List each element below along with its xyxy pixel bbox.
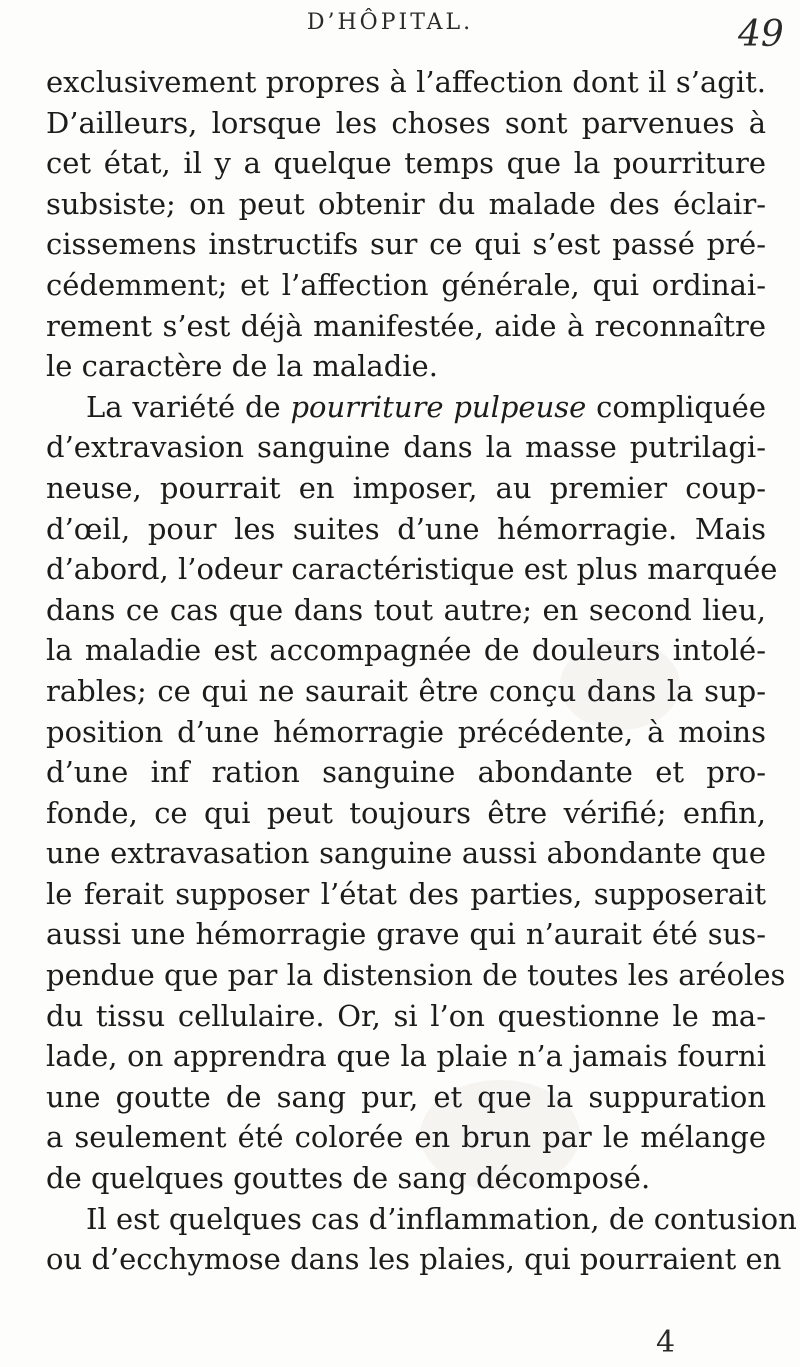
text-line: pendue que par la distension de toutes les aréoles xyxy=(46,958,786,993)
text-line: la maladie est accompagnée de douleurs intolé- xyxy=(46,633,766,668)
text-line: une goutte de sang pur, et que la suppuration xyxy=(46,1079,766,1114)
text-line: a seulement été colorée en brun par le mélange xyxy=(46,1120,766,1155)
text-line: ou d’ecchymose dans les plaies, qui pourraient en xyxy=(46,1242,782,1277)
text-line: une extravasation sanguine aussi abondante que xyxy=(46,836,766,871)
running-head: D’HÔPITAL. xyxy=(306,10,474,35)
text-line: du tissu cellulaire. Or, si l’on questionne le ma- xyxy=(46,998,766,1033)
text-line: La variété de pourriture pulpeuse compliquée xyxy=(86,389,766,424)
text-line: cissemens instructifs sur ce qui s’est passé pré- xyxy=(46,227,766,262)
text-line: d’une inf ration sanguine abondante et pro- xyxy=(46,755,766,790)
text-line: de quelques gouttes de sang décomposé. xyxy=(46,1161,651,1196)
text-line: neuse, pourrait en imposer, au premier coup- xyxy=(46,470,766,505)
text-line: Il est quelques cas d’inflammation, de contusion xyxy=(86,1201,797,1236)
text-line: d’abord, l’odeur caractéristique est plus marquée xyxy=(46,552,778,587)
text-line: d’extravasion sanguine dans la masse putrilagi- xyxy=(46,430,766,465)
text-line: D’ailleurs, lorsque les choses sont parvenues à xyxy=(46,105,766,140)
text-line: fonde, ce qui peut toujours être vérifié; enfin, xyxy=(46,795,766,830)
text-line: cédemment; et l’affection générale, qui ordinai- xyxy=(46,267,766,302)
text-line: exclusivement propres à l’affection dont il s’agit. xyxy=(46,65,766,99)
body-text xyxy=(46,62,797,1280)
text-line: rement s’est déjà manifestée, aide à reconnaître xyxy=(46,308,766,343)
text-line: d’œil, pour les suites d’une hémorragie. Mais xyxy=(46,511,766,546)
text-line: le caractère de la maladie. xyxy=(46,349,438,384)
text-line: aussi une hémorragie grave qui n’aurait été sus- xyxy=(46,917,766,952)
text-line: cet état, il y a quelque temps que la pourriture xyxy=(46,146,766,181)
text-line: subsiste; on peut obtenir du malade des éclair- xyxy=(46,186,766,221)
text-line: le ferait supposer l’état des parties, supposerait xyxy=(46,876,766,911)
signature-mark: 4 xyxy=(656,1325,676,1360)
page-number: 49 xyxy=(738,14,784,55)
text-line: position d’une hémorragie précédente, à moins xyxy=(46,714,766,749)
italic-term: pourriture pulpeuse xyxy=(290,389,587,424)
text-line: rables; ce qui ne saurait être conçu dans la sup- xyxy=(46,673,766,708)
text-line: lade, on apprendra que la plaie n’a jamais fourni xyxy=(46,1039,766,1074)
text-line: dans ce cas que dans tout autre; en second lieu, xyxy=(46,592,766,627)
